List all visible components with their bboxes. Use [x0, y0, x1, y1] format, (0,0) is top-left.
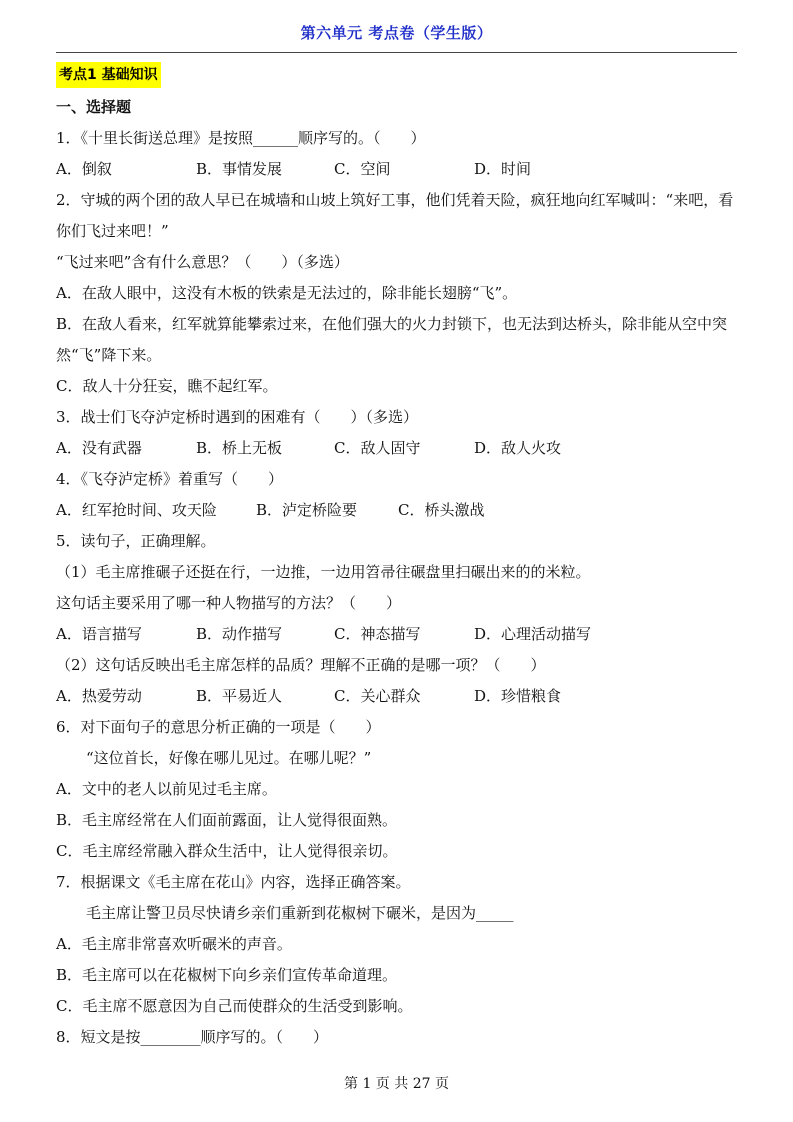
option-a: A．语言描写 [56, 625, 142, 643]
option-b: B．泸定桥险要 [256, 501, 358, 519]
option-c: C．敌人固守 [334, 439, 421, 457]
header-divider [56, 52, 737, 53]
question-3: 3．战士们飞夺泸定桥时遇到的困难有（ ）（多选） [56, 408, 419, 426]
question-1: 1．《十里长街送总理》是按照______顺序写的。（ ） [56, 129, 426, 147]
question-7-option-c: C．毛主席不愿意因为自己而使群众的生活受到影响。 [56, 997, 413, 1015]
question-6-option-a: A．文中的老人以前见过毛主席。 [56, 780, 277, 798]
question-2-option-a: A．在敌人眼中，这没有木板的铁索是无法过的，除非能长翅膀“飞”。 [56, 284, 518, 302]
section-heading: 一、选择题 [56, 98, 132, 116]
question-7-stem: 毛主席让警卫员尽快请乡亲们重新到花椒树下碾米，是因为_____ [86, 904, 514, 922]
question-body [56, 92, 744, 1053]
page-number: 第 1 页 共 27 页 [344, 1076, 449, 1092]
question-6-option-b: B．毛主席经常在人们面前露面，让人觉得很面熟。 [56, 811, 398, 829]
question-5-part-2-options [56, 681, 744, 712]
option-d: D．时间 [474, 160, 532, 178]
question-4-options [56, 495, 744, 526]
option-a: A．没有武器 [56, 439, 142, 457]
question-7-option-b: B．毛主席可以在花椒树下向乡亲们宣传革命道理。 [56, 966, 398, 984]
question-2-option-c: C．敌人十分狂妄，瞧不起红军。 [56, 377, 278, 395]
option-d: D．珍惜粮食 [474, 687, 562, 705]
question-2-sub: “飞过来吧”含有什么意思？（ ）（多选） [56, 253, 349, 271]
question-7: 7．根据课文《毛主席在花山》内容，选择正确答案。 [56, 873, 411, 891]
question-4: 4．《飞夺泸定桥》着重写（ ） [56, 470, 284, 488]
question-7-option-a: A．毛主席非常喜欢听碾米的声音。 [56, 935, 292, 953]
option-c: C．桥头激战 [398, 501, 485, 519]
option-c: C．神态描写 [334, 625, 421, 643]
question-2-option-b: B．在敌人看来，红军就算能攀索过来，在他们强大的火力封锁下，也无法到达桥头，除非能从空中突然“飞”降下来。 [56, 315, 728, 364]
option-d: D．心理活动描写 [474, 625, 592, 643]
question-6-quote: “这位首长，好像在哪儿见过。在哪儿呢？” [86, 749, 372, 767]
question-3-options [56, 433, 744, 464]
question-5: 5．读句子，正确理解。 [56, 532, 216, 550]
question-6-option-c: C．毛主席经常融入群众生活中，让人觉得很亲切。 [56, 842, 398, 860]
question-5-sentence-1: （1）毛主席推碾子还挺在行，一边推，一边用笤帚往碾盘里扫碾出来的的米粒。 [56, 563, 591, 581]
question-5-part-2: （2）这句话反映出毛主席怎样的品质？理解不正确的是哪一项？（ ） [56, 656, 546, 674]
option-c: C．关心群众 [334, 687, 421, 705]
question-8: 8．短文是按________顺序写的。（ ） [56, 1028, 329, 1046]
question-5-part-1-options [56, 619, 744, 650]
page-title: 第六单元 考点卷（学生版） [300, 24, 493, 42]
option-a: A．红军抢时间、攻天险 [56, 501, 217, 519]
question-2: 2．守城的两个团的敌人早已在城墙和山坡上筑好工事，他们凭着天险，疯狂地向红军喊叫：“来吧，看你们飞过来吧！” [56, 191, 734, 240]
option-d: D．敌人火攻 [474, 439, 562, 457]
option-a: A．倒叙 [56, 160, 112, 178]
section-tag: 考点1 基础知识 [56, 62, 161, 88]
option-b: B．桥上无板 [196, 439, 283, 457]
option-b: B．动作描写 [196, 625, 283, 643]
option-b: B．平易近人 [196, 687, 283, 705]
question-1-options [56, 154, 744, 185]
question-5-part-1: 这句话主要采用了哪一种人物描写的方法？（ ） [56, 594, 402, 612]
option-b: B．事情发展 [196, 160, 283, 178]
option-c: C．空间 [334, 160, 391, 178]
question-6: 6．对下面句子的意思分析正确的一项是（ ） [56, 718, 381, 736]
option-a: A．热爱劳动 [56, 687, 142, 705]
